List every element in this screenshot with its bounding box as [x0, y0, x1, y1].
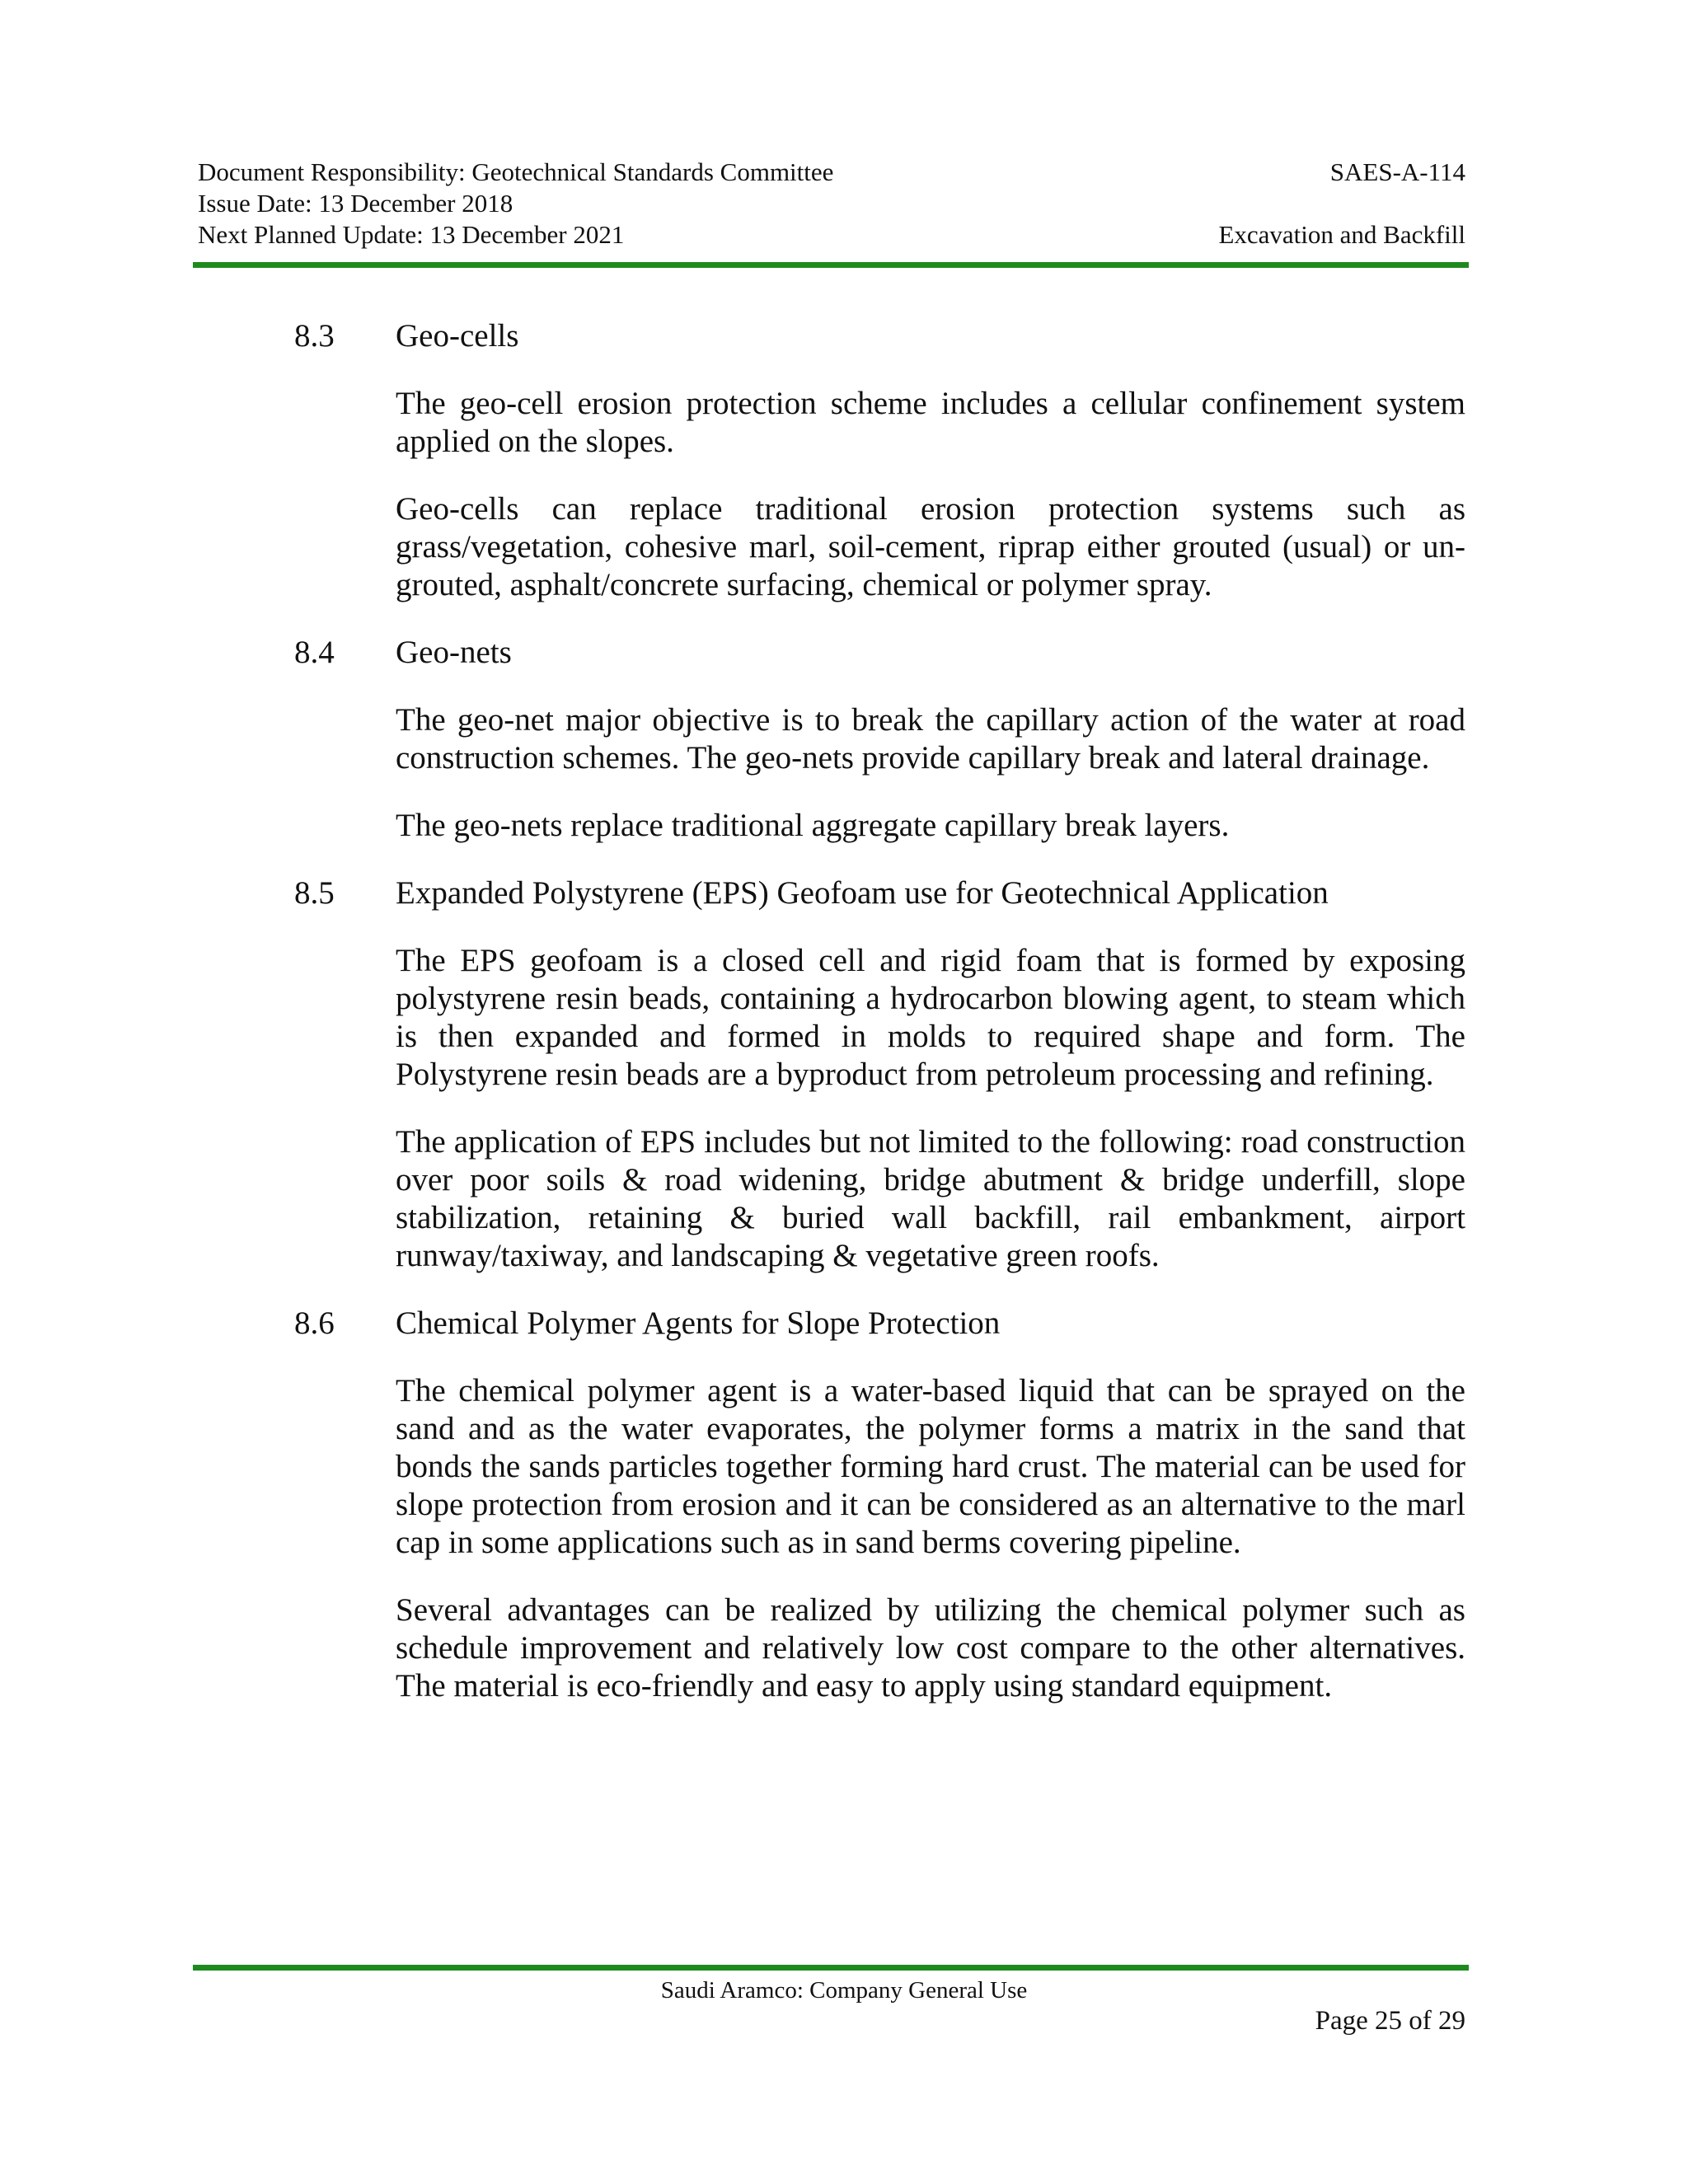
section-title: Expanded Polystyrene (EPS) Geofoam use for Geotechnical Application [396, 875, 1329, 911]
header-row-3 [198, 219, 1465, 251]
page-number: Page 25 of 29 [1315, 2006, 1465, 2036]
section-title: Chemical Polymer Agents for Slope Protection [396, 1305, 1001, 1341]
issue-date: Issue Date: 13 December 2018 [198, 189, 513, 218]
section-number: 8.4 [294, 635, 335, 670]
paragraph: The geo-net major objective is to break the capillary action of the water at road construction schemes. The geo-nets provide capillary break and lateral drainage. [396, 702, 1465, 776]
section-title: Geo-cells [396, 318, 519, 354]
next-planned-update: Next Planned Update: 13 December 2021 [198, 220, 625, 249]
classification-label: Saudi Aramco: Company General Use [660, 1977, 1028, 2004]
paragraph: The application of EPS includes but not limited to the following: road construction over poor soils & road widening, bridge abutment & bridge underfill, slope stabilization, retaining & buried wall backfill, rail embankment, airport runway/taxiway, and landscaping & vegetative green roofs. [396, 1124, 1465, 1273]
section-8-3 [294, 317, 1465, 604]
section-title: Geo-nets [396, 635, 512, 670]
page-header [198, 157, 1465, 251]
paragraph: Geo-cells can replace traditional erosion protection systems such as grass/vegetation, cohesive marl, soil-cement, riprap either grouted (usual) or un-grouted, asphalt/concrete surfacing, chemical or polymer spray. [396, 491, 1465, 602]
section-number: 8.5 [294, 875, 335, 911]
paragraph: The geo-cell erosion protection scheme includes a cellular confinement system applied on the slopes. [396, 386, 1465, 459]
paragraph: The geo-nets replace traditional aggregate capillary break layers. [396, 808, 1230, 843]
header-row-2 [198, 188, 1465, 219]
section-8-5 [294, 874, 1465, 1275]
paragraph: The chemical polymer agent is a water-based liquid that can be sprayed on the sand and as the water evaporates, the polymer forms a matrix in the sand that bonds the sands particles together forming hard crust. The material can be used for slope protection from erosion and it can be considered as an alternative to the marl cap in some applications such as in sand berms covering pipeline. [396, 1373, 1465, 1560]
section-heading [294, 317, 1465, 355]
footer-divider [193, 1965, 1469, 1971]
page-body [294, 317, 1465, 1735]
section-heading [294, 874, 1465, 912]
document-number: SAES-A-114 [1329, 157, 1465, 186]
section-8-4 [294, 634, 1465, 845]
header-row-1 [198, 157, 1465, 188]
paragraph: The EPS geofoam is a closed cell and rigid foam that is formed by exposing polystyrene resin beads, containing a hydrocarbon blowing agent, to steam which is then expanded and formed in molds to required shape and form. The Polystyrene resin beads are a byproduct from petroleum processing and refining. [396, 943, 1465, 1092]
section-8-6 [294, 1305, 1465, 1705]
header-divider [193, 262, 1469, 268]
section-number: 8.6 [294, 1305, 335, 1341]
document-title: Excavation and Backfill [1218, 220, 1465, 249]
section-number: 8.3 [294, 318, 335, 354]
document-responsibility: Document Responsibility: Geotechnical Standards Committee [198, 157, 834, 186]
paragraph: Several advantages can be realized by utilizing the chemical polymer such as schedule improvement and relatively low cost compare to the other alternatives. The material is eco-friendly and easy to apply using standard equipment. [396, 1592, 1465, 1704]
section-heading [294, 634, 1465, 672]
section-heading [294, 1305, 1465, 1343]
